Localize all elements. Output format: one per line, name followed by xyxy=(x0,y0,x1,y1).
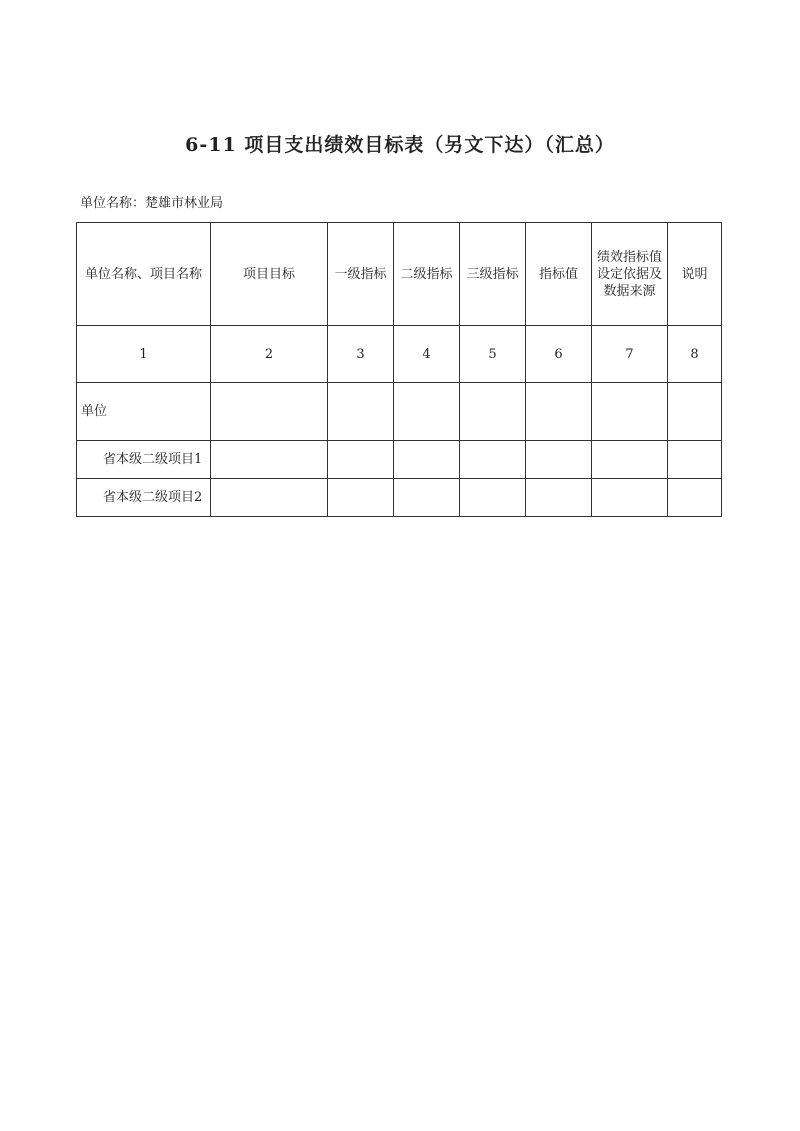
empty-cell xyxy=(394,479,460,517)
table-row xyxy=(77,479,722,517)
empty-cell xyxy=(460,441,526,479)
page-title: 6-11 项目支出绩效目标表（另文下达）（汇总） xyxy=(185,134,615,156)
table-row xyxy=(77,383,722,441)
empty-cell xyxy=(460,479,526,517)
header-cell: 三级指标 xyxy=(460,223,526,326)
empty-cell xyxy=(328,441,394,479)
empty-cell xyxy=(668,441,722,479)
empty-cell xyxy=(526,383,592,441)
empty-cell xyxy=(211,441,328,479)
column-number-row xyxy=(77,326,722,383)
empty-cell xyxy=(211,383,328,441)
header-row xyxy=(77,223,722,326)
empty-cell xyxy=(592,479,668,517)
column-number-cell: 2 xyxy=(211,326,328,383)
row-name-cell: 省本级二级项目1 xyxy=(77,441,211,479)
empty-cell xyxy=(394,383,460,441)
column-number-cell: 8 xyxy=(668,326,722,383)
header-cell: 说明 xyxy=(668,223,722,326)
empty-cell xyxy=(592,441,668,479)
header-cell: 单位名称、项目名称 xyxy=(77,223,211,326)
column-number-cell: 7 xyxy=(592,326,668,383)
row-name-cell: 单位 xyxy=(77,383,211,441)
empty-cell xyxy=(668,383,722,441)
empty-cell xyxy=(394,441,460,479)
header-cell: 项目目标 xyxy=(211,223,328,326)
column-number-cell: 6 xyxy=(526,326,592,383)
row-name-cell: 省本级二级项目2 xyxy=(77,479,211,517)
header-cell: 指标值 xyxy=(526,223,592,326)
column-number-cell: 3 xyxy=(328,326,394,383)
column-number-cell: 5 xyxy=(460,326,526,383)
header-cell: 一级指标 xyxy=(328,223,394,326)
table-row xyxy=(77,441,722,479)
empty-cell xyxy=(668,479,722,517)
empty-cell xyxy=(460,383,526,441)
unit-name-label: 单位名称：楚雄市林业局 xyxy=(80,196,224,211)
column-number-cell: 4 xyxy=(394,326,460,383)
empty-cell xyxy=(328,383,394,441)
empty-cell xyxy=(592,383,668,441)
column-number-cell: 1 xyxy=(77,326,211,383)
performance-target-table xyxy=(76,222,722,517)
header-cell: 二级指标 xyxy=(394,223,460,326)
empty-cell xyxy=(211,479,328,517)
empty-cell xyxy=(526,441,592,479)
empty-cell xyxy=(526,479,592,517)
header-cell: 绩效指标值设定依据及数据来源 xyxy=(592,223,668,326)
empty-cell xyxy=(328,479,394,517)
